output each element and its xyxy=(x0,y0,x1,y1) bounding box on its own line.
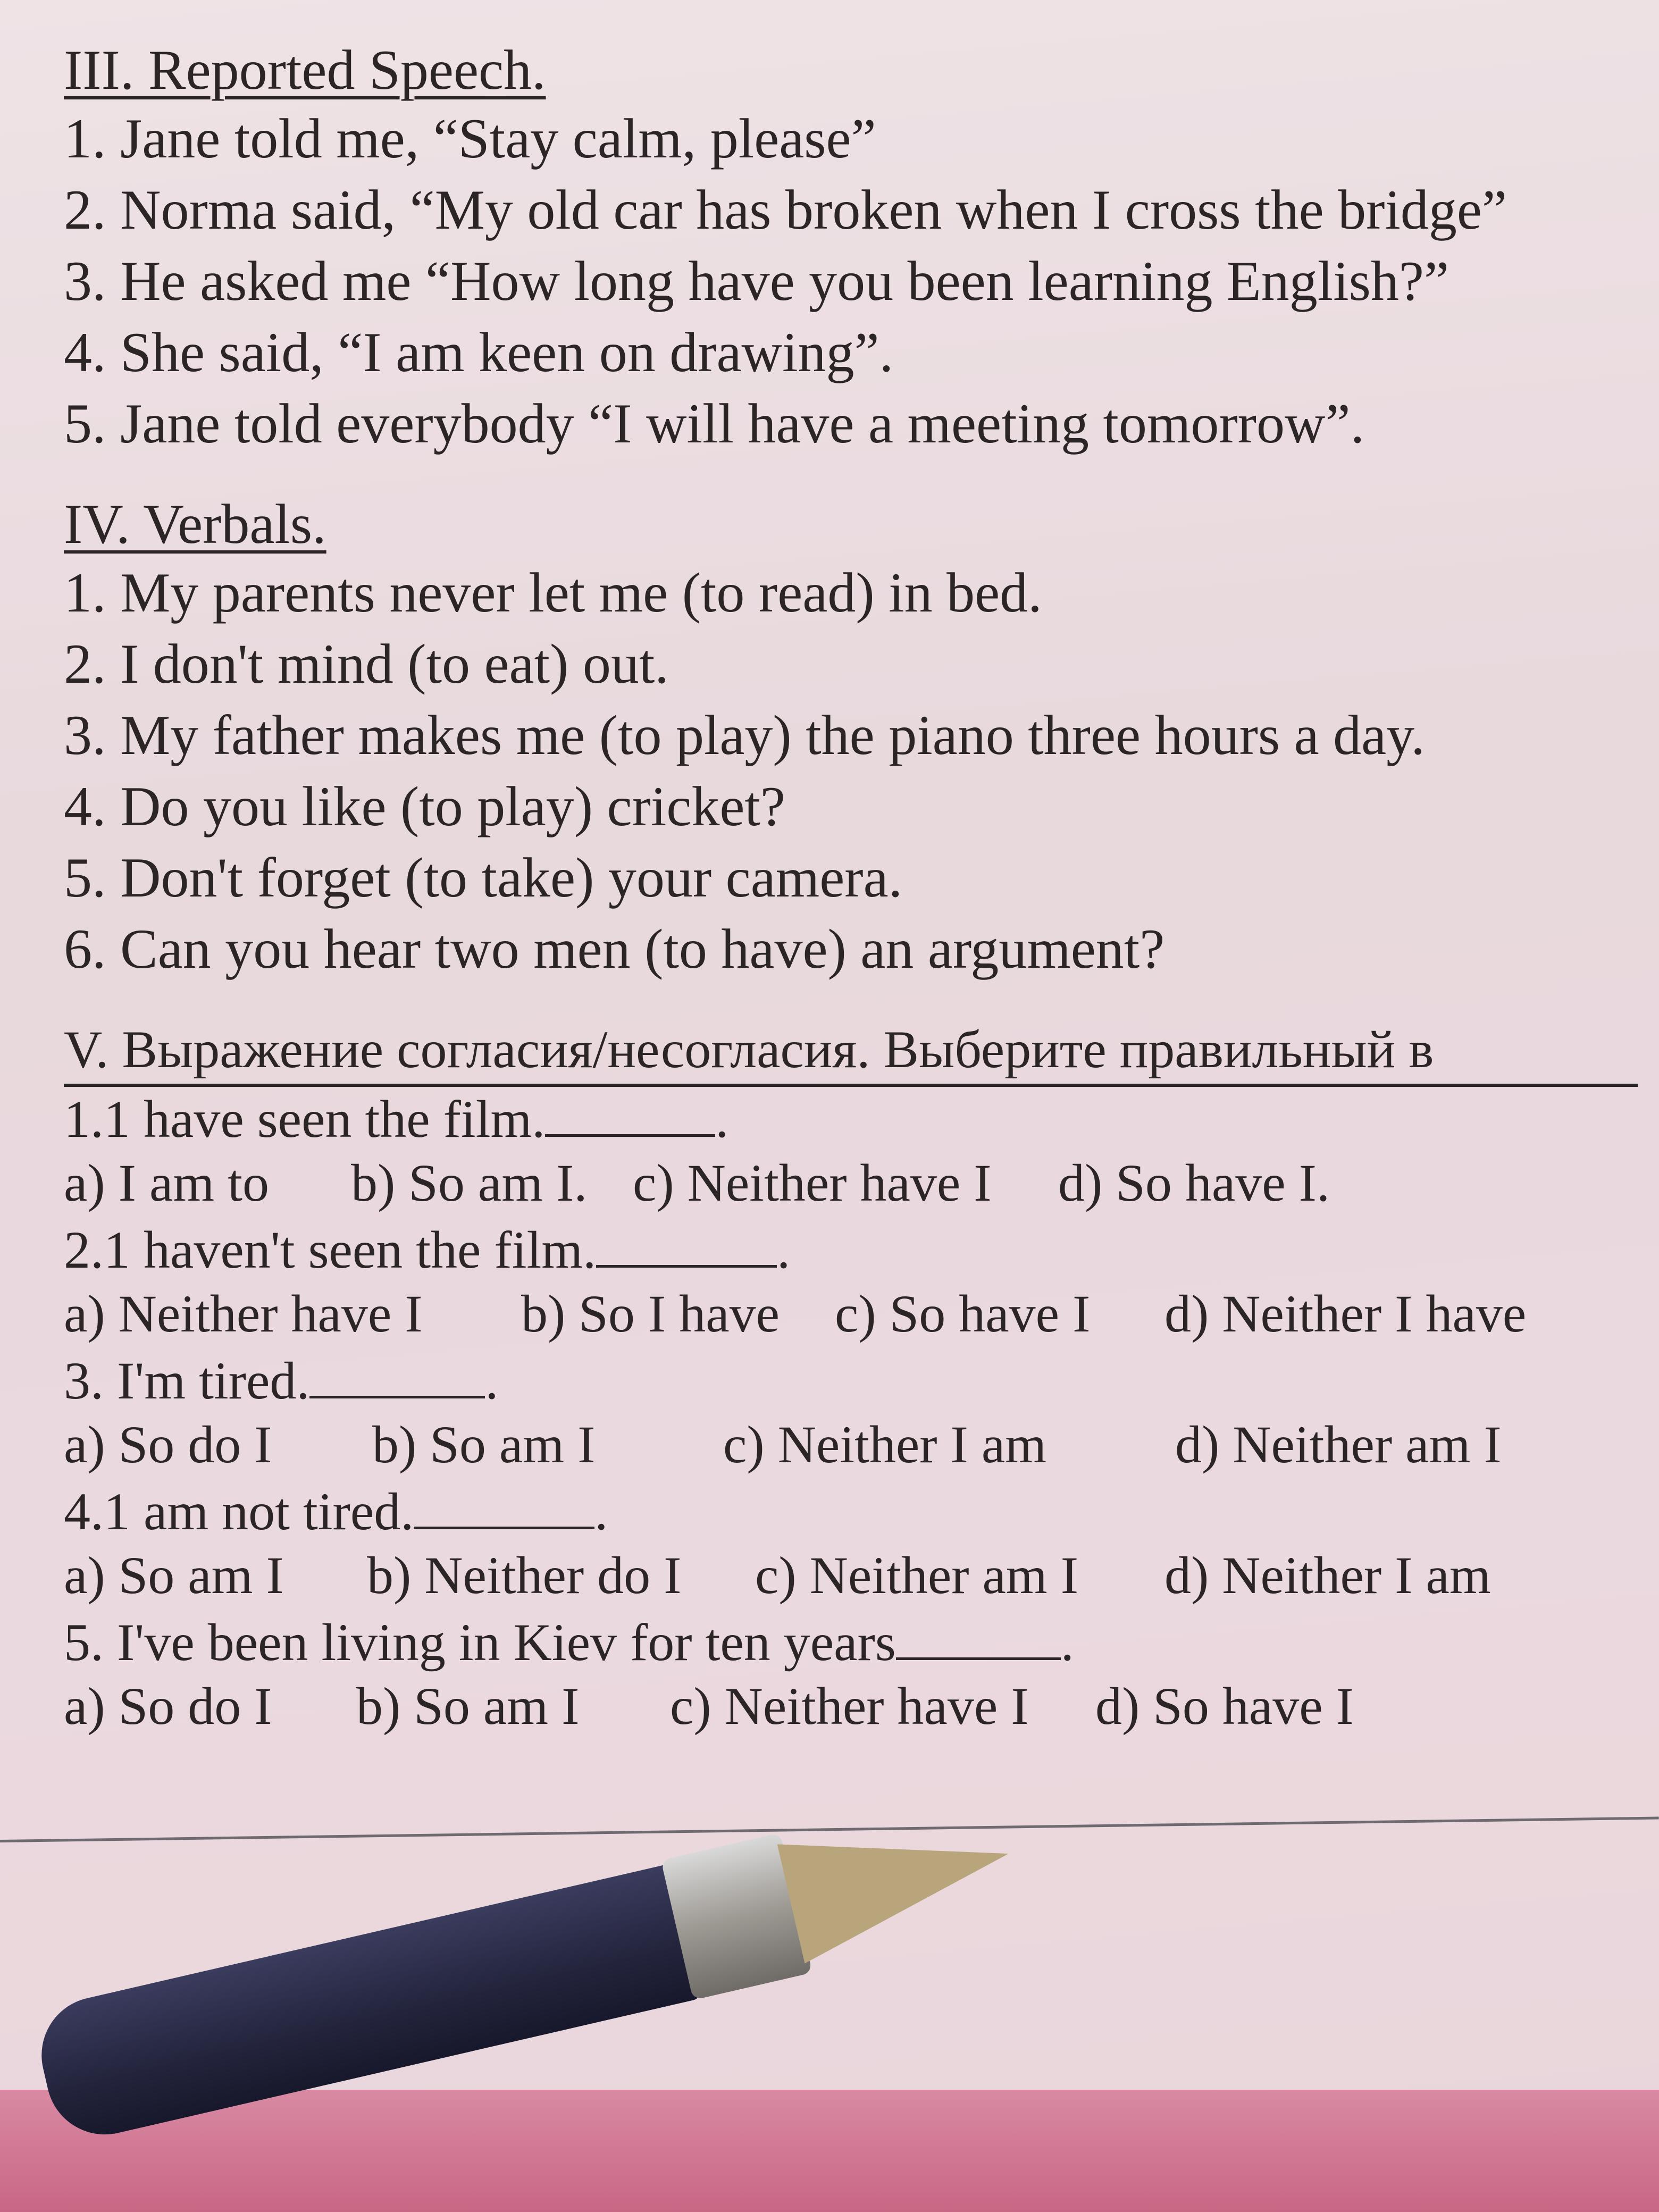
question-5-option-c: c) Neither have I xyxy=(670,1677,1029,1736)
question-2 xyxy=(64,1218,1638,1283)
question-2-stem: 2.1 haven't seen the film. xyxy=(64,1220,597,1279)
question-5-options xyxy=(64,1675,1638,1738)
verbals-item-2: 2. I don't mind (to eat) out. xyxy=(64,633,669,695)
question-5-option-a: a) So do I xyxy=(64,1677,272,1736)
question-3-option-c: c) Neither I am xyxy=(723,1415,1047,1474)
verbals-item-5: 5. Don't forget (to take) your camera. xyxy=(64,847,903,909)
question-1-blank xyxy=(545,1092,715,1137)
question-4-stem: 4.1 am not tired. xyxy=(64,1482,414,1541)
question-2-blank xyxy=(596,1222,777,1268)
question-5 xyxy=(64,1610,1638,1675)
verbals-item-3: 3. My father makes me (to play) the piano three hours a day. xyxy=(64,704,1425,766)
reported-item-5: 5. Jane told everybody “I will have a meeting tomorrow”. xyxy=(64,392,1365,455)
question-1-option-d: d) So have I. xyxy=(1058,1153,1330,1212)
pen-tip xyxy=(777,1794,1023,1964)
question-2-option-c: c) So have I xyxy=(835,1284,1091,1343)
section-title-reported-speech: III. Reported Speech. xyxy=(64,39,546,101)
question-4-option-b: b) Neither do I xyxy=(367,1546,682,1605)
question-4-option-a: a) So am I xyxy=(64,1546,284,1605)
question-3-option-b: b) So am I xyxy=(372,1415,596,1474)
worksheet-content xyxy=(64,37,1638,1741)
question-4-option-d: d) Neither I am xyxy=(1164,1546,1491,1605)
question-1 xyxy=(64,1087,1638,1152)
section-title-agreement: V. Выражение согласия/несогласия. Выберите правильный в xyxy=(64,1017,1638,1087)
question-3 xyxy=(64,1348,1638,1413)
reported-item-4: 4. She said, “I am keen on drawing”. xyxy=(64,321,894,383)
question-1-stem: 1.1 have seen the film. xyxy=(64,1090,546,1149)
verbals-item-4: 4. Do you like (to play) cricket? xyxy=(64,775,785,837)
question-4-option-c: c) Neither am I xyxy=(755,1546,1079,1605)
question-3-stem: 3. I'm tired. xyxy=(64,1351,310,1410)
question-4-options xyxy=(64,1544,1638,1607)
question-3-option-a: a) So do I xyxy=(64,1415,272,1474)
question-5-option-d: d) So have I xyxy=(1095,1677,1354,1736)
reported-item-2: 2. Norma said, “My old car has broken when I cross the bridge” xyxy=(64,179,1507,241)
question-1-option-a: a) I am to xyxy=(64,1153,269,1212)
question-5-blank xyxy=(896,1615,1061,1660)
question-5-stem: 5. I've been living in Kiev for ten years xyxy=(64,1613,896,1672)
section-agreement xyxy=(64,1017,1638,1738)
question-1-options xyxy=(64,1152,1638,1214)
question-4-end: . xyxy=(594,1482,608,1541)
question-2-option-d: d) Neither I have xyxy=(1164,1284,1527,1343)
question-3-end: . xyxy=(485,1351,499,1410)
section-verbals xyxy=(64,491,1638,985)
question-5-end: . xyxy=(1060,1613,1074,1672)
verbals-item-6: 6. Can you hear two men (to have) an argument? xyxy=(64,918,1165,980)
question-4-blank xyxy=(414,1484,594,1529)
question-5-option-b: b) So am I xyxy=(356,1677,580,1736)
question-2-end: . xyxy=(777,1220,791,1279)
question-1-end: . xyxy=(715,1090,729,1149)
reported-item-3: 3. He asked me “How long have you been learning English?” xyxy=(64,250,1449,312)
question-3-option-d: d) Neither am I xyxy=(1175,1415,1502,1474)
reported-item-1: 1. Jane told me, “Stay calm, please” xyxy=(64,107,876,170)
question-1-option-b: b) So am I. xyxy=(351,1153,588,1212)
question-1-option-c: c) Neither have I xyxy=(633,1153,992,1212)
question-2-option-a: a) Neither have I xyxy=(64,1284,423,1343)
question-3-options xyxy=(64,1413,1638,1476)
section-reported-speech xyxy=(64,37,1638,459)
section-title-verbals: IV. Verbals. xyxy=(64,493,326,555)
question-2-options xyxy=(64,1283,1638,1345)
question-4 xyxy=(64,1479,1638,1544)
verbals-item-1: 1. My parents never let me (to read) in bed. xyxy=(64,562,1042,624)
question-2-option-b: b) So I have xyxy=(521,1284,780,1343)
question-3-blank xyxy=(309,1353,485,1398)
